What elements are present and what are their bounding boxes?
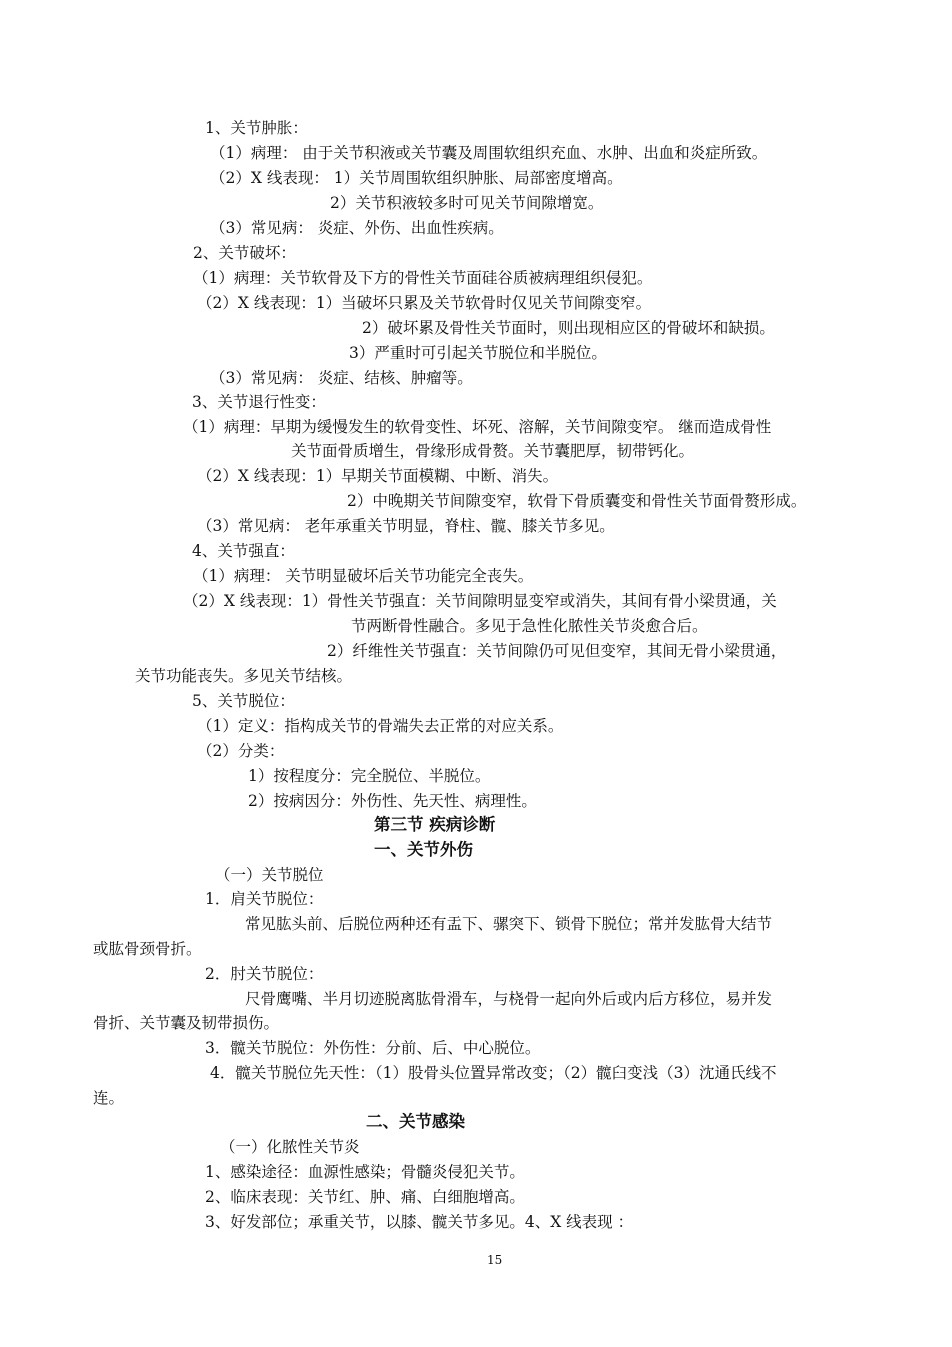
text-line: 2）纤维性关节强直：关节间隙仍可见但变窄，其间无骨小梁贯通， (327, 642, 787, 660)
text-line: 节两断骨性融合。多见于急性化脓性关节炎愈合后。 (351, 617, 708, 635)
text-line: 关节功能丧失。多见关节结核。 (135, 667, 353, 685)
text-line: 1、关节肿胀： (205, 119, 308, 137)
page-number: 15 (487, 1253, 503, 1267)
text-line: 3、关节退行性变： (192, 393, 326, 411)
text-line: 2）中晚期关节间隙变窄，软骨下骨质囊变和骨性关节面骨赘形成。 (347, 492, 807, 510)
text-line: （1）病理： 关节明显破坏后关节功能完全丧失。 (193, 567, 534, 585)
text-line: 2、关节破坏： (193, 244, 296, 262)
text-line: 1、感染途径：血源性感染；骨髓炎侵犯关节。 (205, 1163, 525, 1181)
text-line: （3）常见病： 炎症、结核、肿瘤等。 (210, 369, 473, 387)
text-line: 2）按病因分：外伤性、先天性、病理性。 (248, 792, 537, 810)
text-line: 或肱骨颈骨折。 (93, 940, 202, 958)
text-line: 1．肩关节脱位： (205, 890, 324, 908)
section-heading: 一、关节外伤 (374, 840, 473, 859)
text-line: 关节面骨质增生，骨缘形成骨赘。关节囊肥厚，韧带钙化。 (291, 442, 695, 460)
text-line: 2．肘关节脱位： (205, 965, 324, 983)
text-line: （3）常见病： 炎症、外伤、出血性疾病。 (210, 219, 504, 237)
text-line: 4、关节强直： (192, 542, 295, 560)
section-heading: 二、关节感染 (366, 1112, 465, 1131)
text-line: 尺骨鹰嘴、半月切迹脱离肱骨滑车，与桡骨一起向外后或内后方移位，易并发 (245, 990, 773, 1008)
text-line: （3）常见病： 老年承重关节明显，脊柱、髋、膝关节多见。 (197, 517, 615, 535)
text-line: 3．髋关节脱位：外伤性：分前、后、中心脱位。 (205, 1039, 541, 1057)
text-line: 3）严重时可引起关节脱位和半脱位。 (349, 344, 607, 362)
text-line: （1）病理：关节软骨及下方的骨性关节面硅谷质被病理组织侵犯。 (193, 269, 653, 287)
text-line: （2）X 线表现：1）早期关节面模糊、中断、消失。 (197, 467, 559, 485)
text-line: 2、临床表现：关节红、肿、痛、白细胞增高。 (205, 1188, 525, 1206)
text-line: （2）X 线表现：1）骨性关节强直：关节间隙明显变窄或消失，其间有骨小梁贯通，关 (183, 592, 777, 610)
text-line: （1）病理： 由于关节积液或关节囊及周围软组织充血、水肿、出血和炎症所致。 (210, 144, 768, 162)
text-line: 3、好发部位；承重关节，以膝、髋关节多见。4、X 线表现 ： (205, 1213, 634, 1231)
text-line: （2）X 线表现：1）当破坏只累及关节软骨时仅见关节间隙变窄。 (197, 294, 652, 312)
text-line: 1）按程度分：完全脱位、半脱位。 (248, 767, 491, 785)
text-line: 连。 (93, 1089, 125, 1107)
text-line: （2）X 线表现： 1）关节周围软组织肿胀、局部密度增高。 (210, 169, 623, 187)
text-line: 骨折、关节囊及韧带损伤。 (93, 1014, 280, 1032)
text-line: 2）关节积液较多时可见关节间隙增宽。 (330, 194, 604, 212)
text-line: 5、关节脱位： (192, 692, 295, 710)
text-line: （1）定义：指构成关节的骨端失去正常的对应关系。 (197, 717, 564, 735)
section-heading: 第三节 疾病诊断 (374, 815, 496, 834)
text-line: （一）关节脱位 (215, 866, 324, 884)
text-line: 2）破坏累及骨性关节面时，则出现相应区的骨破坏和缺损。 (362, 319, 775, 337)
text-line: 4．髋关节脱位先天性：（1）股骨头位置异常改变；（2）髋臼变浅（3）沈通氏线不 (210, 1064, 777, 1082)
text-line: （2）分类： (197, 742, 285, 760)
text-line: 常见肱头前、后脱位两种还有盂下、骡突下、锁骨下脱位；常并发肱骨大结节 (245, 915, 773, 933)
text-line: （一）化脓性关节炎 (220, 1138, 360, 1156)
text-line: （1）病理：早期为缓慢发生的软骨变性、坏死、溶解，关节间隙变窄。 继而造成骨性 (183, 418, 772, 436)
